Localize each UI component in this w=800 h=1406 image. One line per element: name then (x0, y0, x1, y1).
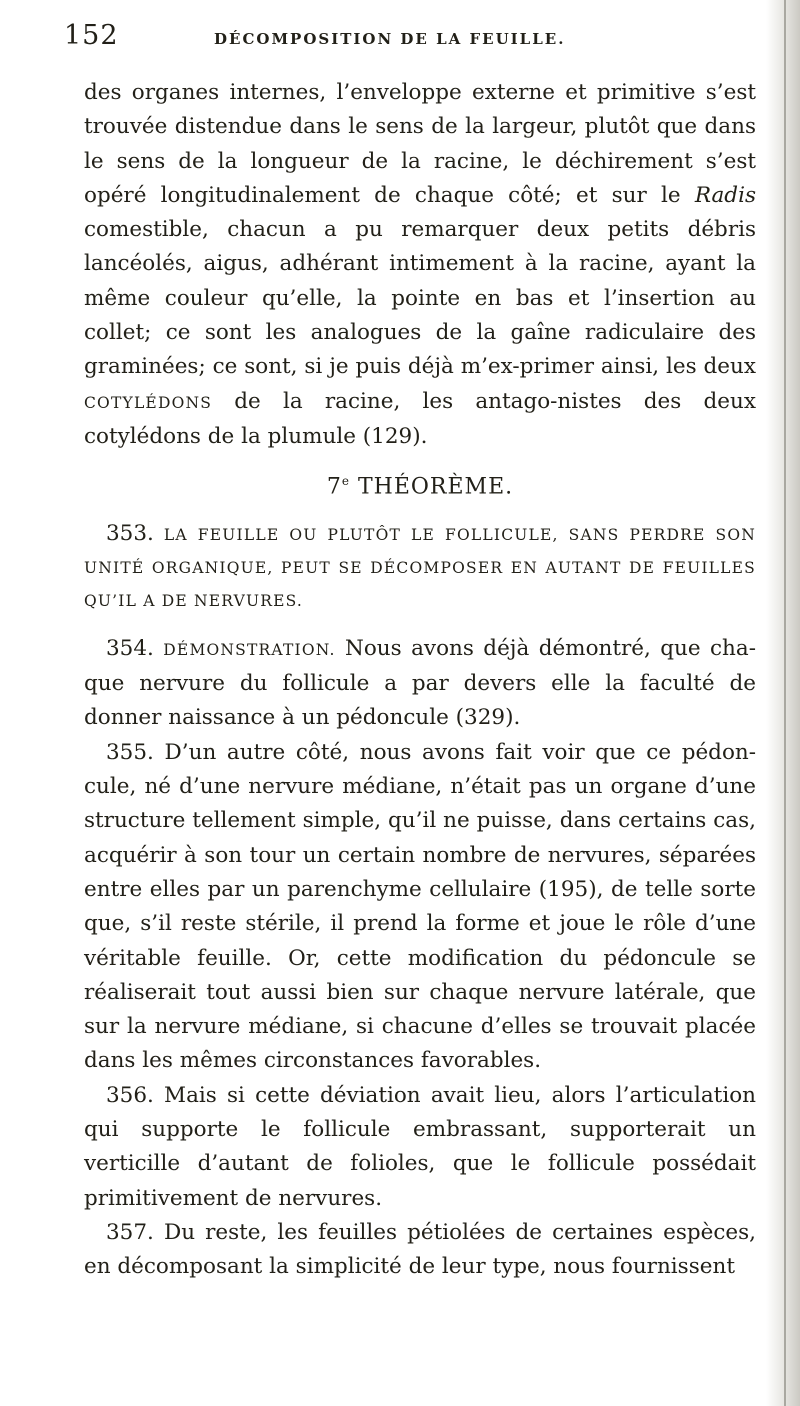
paragraph-355 (84, 736, 756, 1079)
paragraph-text: Mais si cette déviation avait lieu, alors l’articulation qui supporte le follicule embrassant, supporterait un verticille d’autant de folioles, que le follicule possédait primitivement de nervures. (84, 1082, 756, 1211)
paragraph-356 (84, 1079, 756, 1216)
italic-term-radis: Radis (694, 182, 756, 208)
paragraph-text: D’un autre côté, nous avons fait voir que ce pédon-cule, né d’une nervure médiane, n’était pas un organe d’une structure tellement simple, qu’il ne puisse, dans certains cas, acquérir à son tour un certain nombre de nervures, séparées entre elles par un parenchyme cellulaire (195), de telle sorte que, s’il reste stérile, il prend la forme et joue le rôle d’une véritable feuille. Or, cette modification du pédoncule se réaliserait tout aussi bien sur chaque nervure latérale, que sur la nervure médiane, si chacune d’elles se trouvait placée dans les mêmes circonstances favorables. (84, 739, 756, 1074)
section-number: 356. (106, 1082, 154, 1108)
section-number: 355. (106, 739, 154, 765)
theorem-number: 7 (326, 474, 342, 500)
paragraph-text: Du reste, les feuilles pétiolées de certaines espèces, en décomposant la simplicité de leur type, nous fournissent (84, 1219, 756, 1280)
theorem-title: THÉORÈME. (357, 474, 514, 500)
theorem-statement (84, 517, 756, 618)
theorem-heading (84, 464, 756, 505)
body-text (84, 76, 756, 1285)
paragraph-354 (84, 632, 756, 736)
page-edge-line (784, 0, 786, 1406)
theorem-number-suffix: e (341, 474, 350, 489)
paragraph-text: de la racine, les antago-nistes des deux cotylédons de la plumule (129). (84, 388, 756, 449)
theorem-statement-text: LA FEUILLE OU PLUTÔT LE FOLLICULE, SANS PERDRE SON UNITÉ ORGANIQUE, PEUT SE DÉCOMPOSER EN AUTANT DE FEUILLES QU’IL A DE NERVURES. (84, 525, 756, 610)
paragraph-text: Nous avons déjà démontré, que cha-que nervure du follicule a par devers elle la faculté de donner naissance à un pédoncule (329). (84, 635, 756, 731)
paragraph-continued (84, 76, 756, 454)
paragraph-text: comestible, chacun a pu remarquer deux petits débris lancéolés, aigus, adhérant intimement à la racine, ayant la même couleur qu’elle, la pointe en bas et l’insertion au collet; ce sont les analogues de la gaîne radiculaire des graminées; ce sont, si je puis déjà m’ex-primer ainsi, les deux (84, 217, 756, 380)
page-number: 152 (64, 20, 119, 51)
running-head: DÉCOMPOSITION DE LA FEUILLE. (214, 30, 566, 48)
section-number: 353. (106, 520, 154, 546)
small-caps-term-cotyledons: COTYLÉDONS (84, 393, 213, 412)
paragraph-357 (84, 1216, 756, 1285)
section-number: 354. (106, 635, 154, 661)
section-number: 357. (106, 1219, 154, 1245)
page-edge-shadow (766, 0, 800, 1406)
paragraph-text: des organes internes, l’enveloppe externe et primitive s’est trouvée distendue dans le sens de la largeur, plutôt que dans le sens de la longueur de la racine, le déchirement s’est opéré longitudinalement de chaque côté; et sur le (84, 80, 756, 208)
page-header (64, 20, 754, 56)
demonstration-label: DÉMONSTRATION. (163, 640, 336, 659)
